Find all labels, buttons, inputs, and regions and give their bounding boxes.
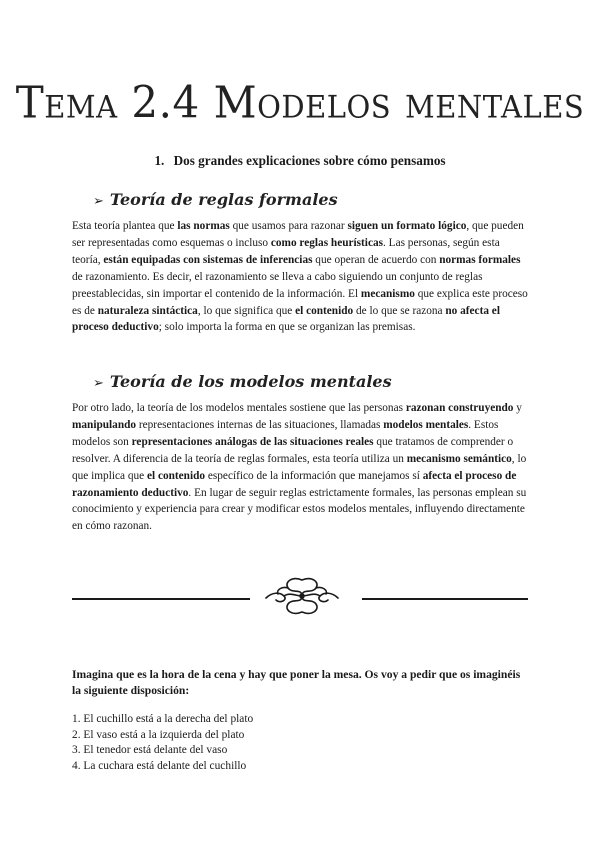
list-item: 1. El cuchillo está a la derecha del plato <box>72 713 254 725</box>
divider-rule-right <box>362 598 528 600</box>
arrangement-list <box>72 712 528 774</box>
flourish-ornament-icon <box>262 574 342 618</box>
heading-reglas-formales <box>93 190 338 209</box>
list-item: 2. El vaso está a la izquierda del plato <box>72 728 245 741</box>
section-subtitle <box>0 153 600 169</box>
arrow-bullet-icon: ➢ <box>93 194 104 209</box>
paragraph-reglas-formales: Esta teoría plantea que las normas que usamos para razonar siguen un formato lógico, que pueden ser representadas como esquemas o incluso como reglas heurísticas. Las personas, según esta teoría, están equipadas con sistemas de inferencias que operan de acuerdo con normas formales de razonamiento. Es decir, el razonamiento se lleva a cabo siguiendo un conjunto de reglas preestablecidas, sin importar el contenido de la información. El mecanismo que explica este proceso es de naturaleza sintáctica, lo que significa que el contenido de lo que se razona no afecta el proceso deductivo; solo importa la forma en que se organizan las premisas. <box>72 220 528 334</box>
exercise-prompt: Imagina que es la hora de la cena y hay que poner la mesa. Os voy a pedir que os imaginéis la siguiente disposición: <box>72 668 521 697</box>
page-title: Tema 2.4 Modelos mentales <box>15 76 585 129</box>
list-item: 3. El tenedor está delante del vaso <box>72 744 228 757</box>
heading-text: Teoría de reglas formales <box>109 190 338 209</box>
paragraph-modelos-mentales: Por otro lado, la teoría de los modelos mentales sostiene que las personas razonan construyendo y manipulando representaciones internas de las situaciones, llamadas modelos mentales. Estos modelos son representaciones análogas de las situaciones reales que tratamos de comprender o resolver. A diferencia de la teoría de reglas formales, esta teoría utiliza un mecanismo semántico, lo que implica que el contenido específico de la información que manejamos sí afecta el proceso de razonamiento deductivo. En lugar de seguir reglas estrictamente formales, las personas emplean su conocimiento y experiencia para crear y modificar estos modelos mentales, influyendo directamente en cómo razonan. <box>72 402 527 533</box>
subtitle-text: Dos grandes explicaciones sobre cómo pensamos <box>173 153 446 168</box>
heading-text: Teoría de los modelos mentales <box>109 372 392 391</box>
list-item: 4. La cuchara está delante del cuchillo <box>72 759 247 772</box>
ornamental-divider <box>72 574 528 618</box>
arrow-bullet-icon: ➢ <box>93 376 104 391</box>
divider-rule-left <box>72 598 250 600</box>
heading-modelos-mentales <box>93 372 392 391</box>
subtitle-number: 1. <box>154 153 165 168</box>
